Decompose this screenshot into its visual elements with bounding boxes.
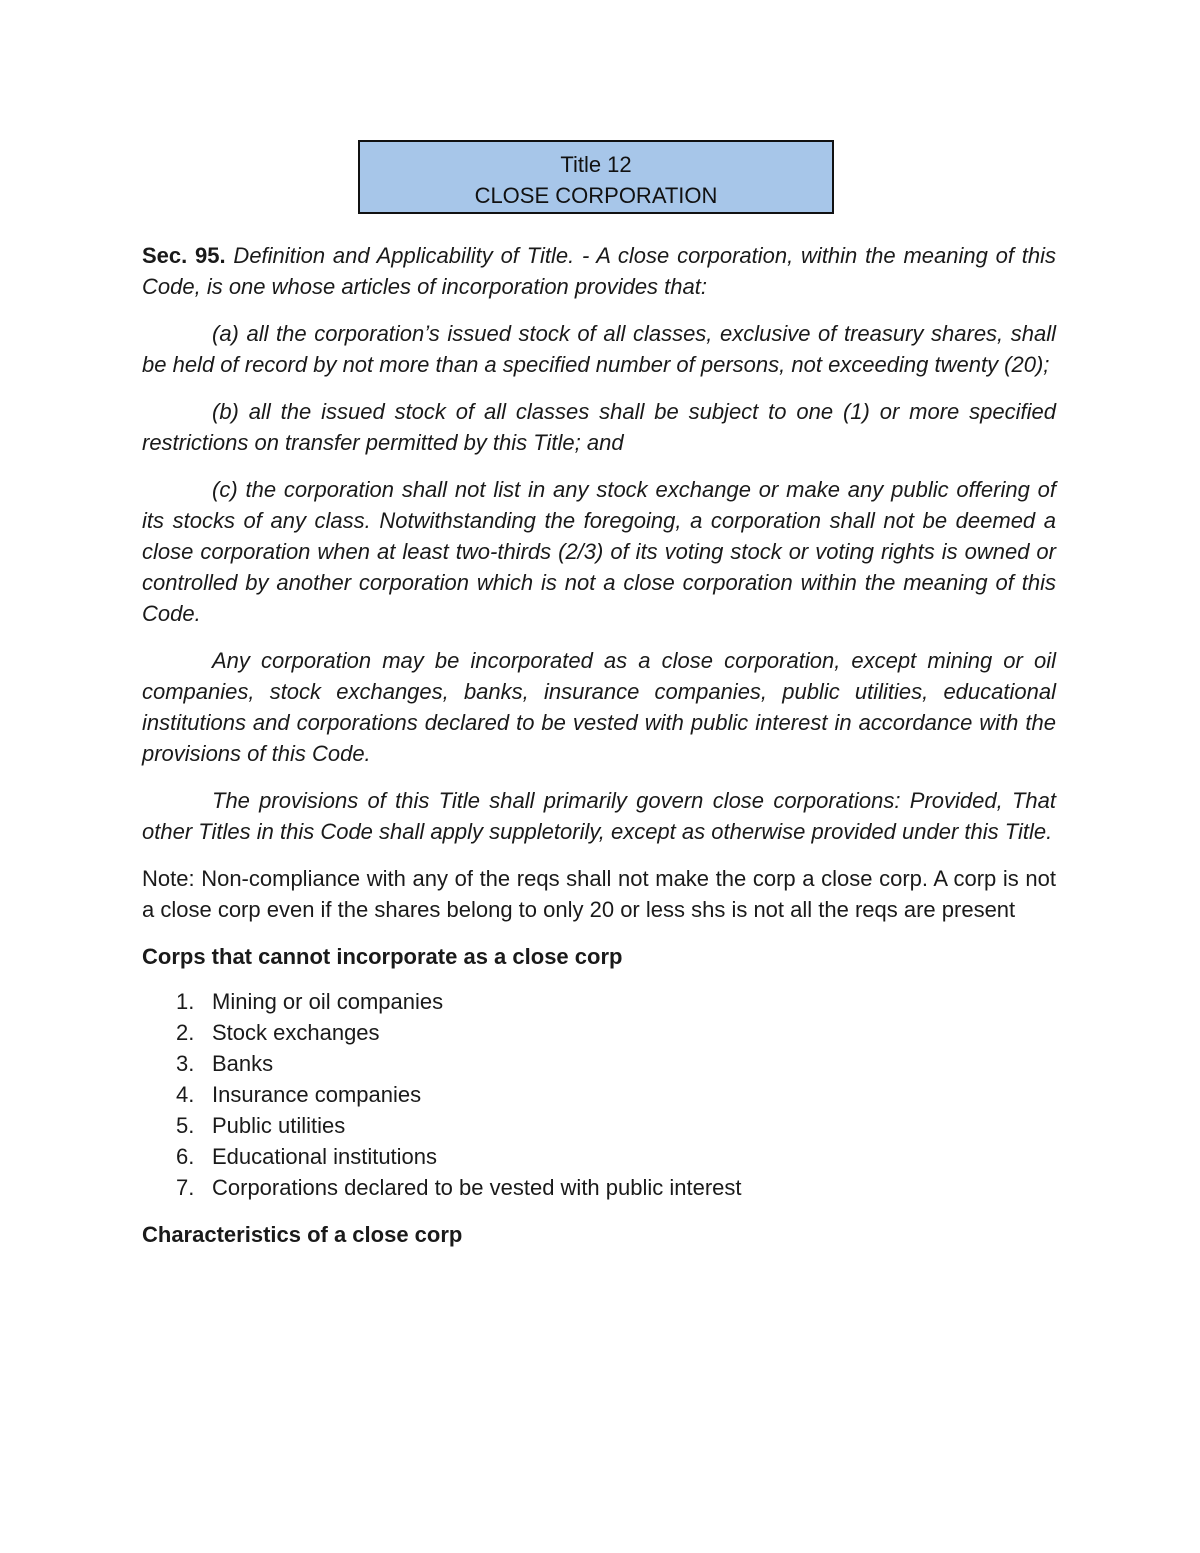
heading-cannot-incorporate: Corps that cannot incorporate as a close corp xyxy=(142,944,623,969)
list-item: 7. Corporations declared to be vested with public interest xyxy=(176,1175,742,1200)
title-name: CLOSE CORPORATION xyxy=(474,183,718,208)
item-a-paragraph: (a) all the corporation’s issued stock of all classes, exclusive of treasury shares, shall be held of record by not more than a specified number of persons, not exceeding twenty (20); xyxy=(142,321,1056,377)
list-item: 3. Banks xyxy=(176,1051,274,1076)
title-number: Title 12 xyxy=(560,152,632,177)
section-intro-text: Definition and Applicability of Title. - A close corporation, within the meaning of this Code, is one whose articles of incorporation provides that: xyxy=(142,243,1056,299)
cannot-incorporate-list xyxy=(142,986,1056,1203)
section-number: Sec. 95. xyxy=(142,243,226,268)
list-item: 1. Mining or oil companies xyxy=(176,989,444,1014)
document-body xyxy=(142,240,1056,1264)
provisions-paragraph: The provisions of this Title shall primarily govern close corporations: Provided, That other Titles in this Code shall apply suppletorily, except as otherwise provided under this Title. xyxy=(142,788,1056,844)
item-b-paragraph: (b) all the issued stock of all classes shall be subject to one (1) or more specified restrictions on transfer permitted by this Title; and xyxy=(142,399,1056,455)
section-intro-paragraph xyxy=(142,240,1056,302)
heading-characteristics: Characteristics of a close corp xyxy=(142,1222,463,1247)
list-item: 4. Insurance companies xyxy=(176,1082,422,1107)
list-item: 6. Educational institutions xyxy=(176,1144,438,1169)
list-item: 5. Public utilities xyxy=(176,1113,346,1138)
list-item: 2. Stock exchanges xyxy=(176,1020,380,1045)
item-c-paragraph: (c) the corporation shall not list in any stock exchange or make any public offering of its stocks of any class. Notwithstanding the foregoing, a corporation shall not be deemed a close corporation when at least two-thirds (2/3) of its voting stock or voting rights is owned or controlled by another corporation which is not a close corporation within the meaning of this Code. xyxy=(142,477,1056,626)
note-paragraph: Note: Non-compliance with any of the reqs shall not make the corp a close corp. A corp is not a close corp even if the shares belong to only 20 or less shs is not all the reqs are present xyxy=(142,866,1056,922)
any-corporation-paragraph: Any corporation may be incorporated as a close corporation, except mining or oil companies, stock exchanges, banks, insurance companies, public utilities, educational institutions and corporations declared to be vested with public interest in accordance with the provisions of this Code. xyxy=(142,648,1056,766)
title-box xyxy=(358,140,834,214)
